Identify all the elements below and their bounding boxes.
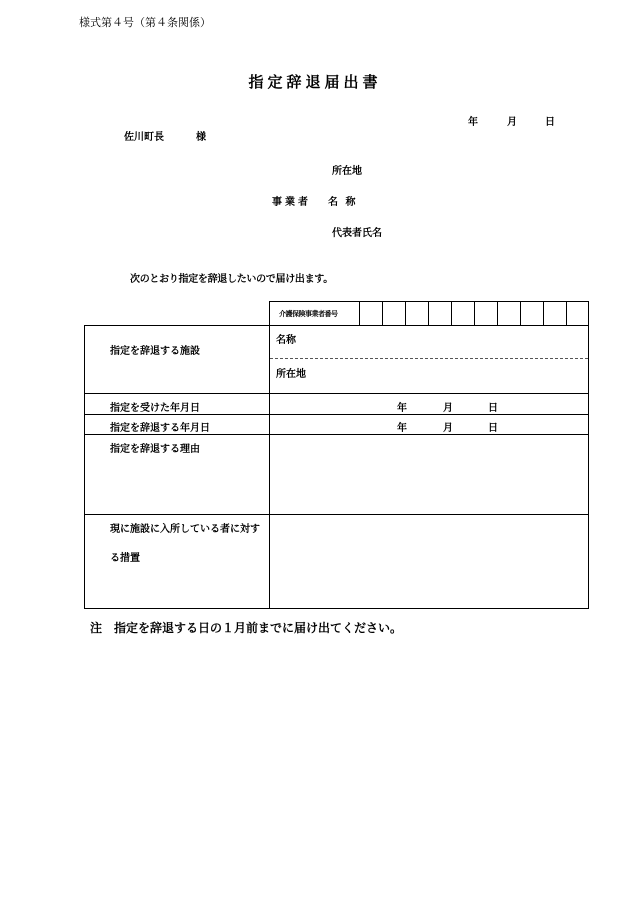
addressee-honorific: 様 [196,132,206,143]
designated-month: 月 [443,403,453,414]
measures-label-line2: る措置 [110,553,140,564]
withdraw-year: 年 [397,423,407,434]
facility-name-label: 名称 [276,335,296,346]
withdraw-month: 月 [443,423,453,434]
footnote: 注 指定を辞退する日の１月前までに届け出てください。 [90,621,403,635]
row-divider [84,414,589,415]
row-divider [84,393,589,394]
care-number-label: 介護保険事業者番号 [279,310,338,318]
designated-date-label: 指定を受けた年月日 [110,403,200,414]
main-table-frame [84,325,589,609]
date-day-label: 日 [545,117,555,128]
care-number-digit-cell[interactable] [359,301,382,326]
care-number-digit-cell[interactable] [405,301,428,326]
form-number: 様式第４号（第４条関係） [79,16,211,29]
care-number-digit-cell[interactable] [497,301,520,326]
intro-text: 次のとおり指定を辞退したいので届け出ます。 [130,274,333,285]
designated-year: 年 [397,403,407,414]
row-divider [84,434,589,435]
applicant-address-label: 所在地 [332,166,362,177]
row-divider [84,514,589,515]
addressee-name: 佐川町長 [124,132,164,143]
care-number-digit-cell[interactable] [474,301,497,326]
withdraw-date-label: 指定を辞退する年月日 [110,423,210,434]
care-number-digit-cell[interactable] [520,301,543,326]
facility-dashed-divider [270,358,588,359]
withdraw-day: 日 [488,423,498,434]
care-number-digit-cell[interactable] [451,301,474,326]
measures-label-line1: 現に施設に入所している者に対す [110,524,260,535]
facility-label: 指定を辞退する施設 [110,346,200,357]
care-number-digit-cell[interactable] [428,301,451,326]
document-title: 指定辞退届出書 [248,73,382,91]
column-divider [269,325,270,609]
date-year-label: 年 [468,117,478,128]
applicant-business-label: 事業者 [272,197,311,208]
care-number-digit-cell[interactable] [382,301,405,326]
reason-label: 指定を辞退する理由 [110,444,200,455]
date-month-label: 月 [507,117,517,128]
designated-day: 日 [488,403,498,414]
applicant-representative-label: 代表者氏名 [332,228,382,239]
care-number-digit-cell[interactable] [543,301,566,326]
care-number-digit-cell[interactable] [566,301,589,326]
facility-address-label: 所在地 [276,369,306,380]
applicant-name-label: 名 称 [328,197,358,208]
